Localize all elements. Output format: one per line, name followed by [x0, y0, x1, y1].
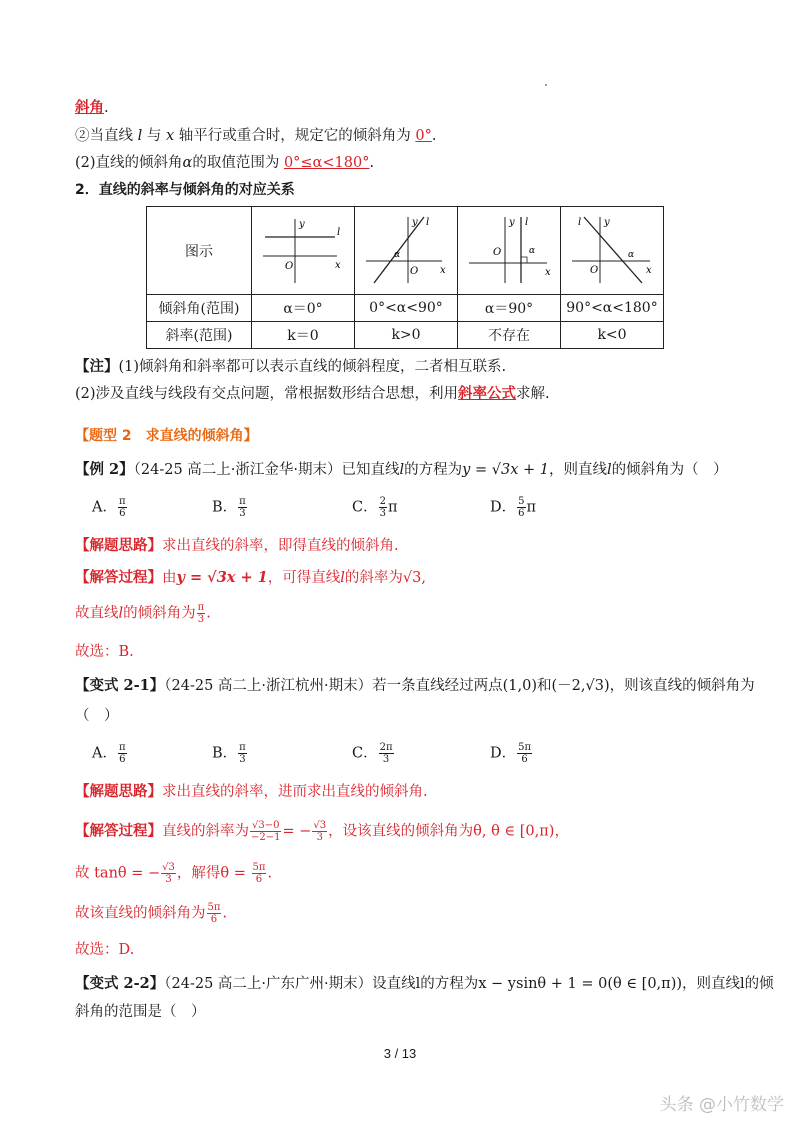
angle-cell-3: 90°<α<180°: [561, 295, 664, 322]
ex2-process: 【解答过程】由y = √3x + 1，可得直线l的斜率为√3,: [75, 569, 426, 586]
graph-cell-1: [355, 207, 458, 295]
svg-text:O: O: [285, 260, 294, 272]
slope-angle-table: [146, 206, 664, 349]
var21-paren: （ ）: [75, 708, 119, 724]
var21-conclusion: 故该直线的倾斜角为 $\frac{5\pi}{6}$ .: [75, 902, 228, 925]
slope-cell-3: k<0: [561, 322, 664, 349]
term-tilt-angle: 斜角: [75, 99, 104, 116]
svg-text:α: α: [628, 249, 635, 260]
svg-text:x: x: [335, 259, 341, 271]
page-number: 3 / 13: [383, 1046, 417, 1061]
var21-answer: 故选：D.: [75, 942, 135, 958]
speck: [545, 84, 547, 86]
type-title: 【题型 2 求直线的倾斜角】: [75, 428, 258, 444]
svg-text:α: α: [529, 245, 536, 256]
example-2-question: 【例 2】（24-25 高二上·浙江金华·期末）已知直线l的方程为y = √3x + 1，则直线l的倾斜角为（ ）: [75, 461, 728, 478]
angle-cell-2: α＝90°: [458, 295, 561, 322]
var21-option-d[interactable]: D． $\frac{5\pi}{6}$: [490, 742, 532, 765]
svg-text:y: y: [604, 216, 610, 228]
var21-idea: 【解题思路】求出直线的斜率，进而求出直线的倾斜角.: [75, 783, 428, 800]
svg-text:l: l: [525, 216, 529, 228]
slope-formula-term: 斜率公式: [458, 385, 517, 402]
var22-question: 【变式 2-2】（24-25 高二上·广东广州·期末）设直线l的方程为x − ysinθ + 1 = 0(θ ∈ [0,π))，则直线l的倾: [75, 975, 774, 992]
svg-text:x: x: [545, 266, 551, 278]
line-term: 斜角.: [75, 99, 109, 116]
svg-text:x: x: [646, 264, 652, 276]
graph-cell-2: [458, 207, 561, 295]
graph-positive-slope: [358, 211, 454, 291]
svg-text:y: y: [509, 216, 515, 228]
svg-text:l: l: [426, 216, 430, 228]
ex2-answer: 故选：B.: [75, 644, 134, 660]
graph-horizontal-line: [255, 211, 351, 291]
var21-tan-line: 故 tanθ = − $\frac{√3}{3}$ ，解得θ = $\frac{5\pi}{6}$ .: [75, 862, 273, 885]
svg-text:l: l: [337, 226, 341, 238]
note-line-2: (2)涉及直线与线段有交点问题，常根据数形结合思想，利用斜率公式求解.: [75, 385, 550, 402]
row-header-graph: 图示: [147, 207, 252, 295]
var22-question-cont: 斜角的范围是（ ）: [75, 1004, 206, 1020]
row-header-slope: 斜率(范围): [147, 322, 252, 349]
answer-range: 0°≤α<180°: [283, 155, 370, 171]
slope-cell-0: k＝0: [252, 322, 355, 349]
section-heading: 2．直线的斜率与倾斜角的对应关系: [75, 182, 295, 198]
svg-text:y: y: [412, 216, 418, 228]
graph-vertical-line: [461, 211, 557, 291]
graph-negative-slope: [564, 211, 660, 291]
svg-text:x: x: [440, 264, 446, 276]
watermark: 头条 @小竹数学: [659, 1095, 784, 1115]
svg-text:l: l: [578, 216, 582, 228]
var21-question: 【变式 2-1】（24-25 高二上·浙江杭州·期末）若一条直线经过两点(1,0)和(－2,√3)，则该直线的倾斜角为: [75, 677, 755, 694]
answer-zero-degree: 0°: [415, 128, 432, 144]
angle-cell-1: 0°<α<90°: [355, 295, 458, 322]
var21-process: 【解答过程】直线的斜率为 $\frac{√3-0}{-2-1}$ = − $\frac{√3}{3}$ ，设该直线的倾斜角为θ, θ ∈ [0,π)，: [75, 820, 569, 843]
ex2-option-a[interactable]: A． $\frac{\pi}{6}$: [92, 496, 126, 519]
ex2-conclusion: 故直线l的倾斜角为 $\frac{\pi}{3}$ .: [75, 602, 211, 625]
row-header-angle: 倾斜角(范围): [147, 295, 252, 322]
var21-option-b[interactable]: B． $\frac{\pi}{3}$: [212, 742, 246, 765]
svg-text:O: O: [410, 265, 419, 277]
svg-text:α: α: [394, 249, 401, 260]
ex2-idea: 【解题思路】求出直线的斜率，即得直线的倾斜角.: [75, 537, 399, 554]
svg-text:O: O: [493, 246, 502, 258]
var21-option-a[interactable]: A． $\frac{\pi}{6}$: [92, 742, 126, 765]
graph-cell-0: [252, 207, 355, 295]
line-angle-range: (2)直线的倾斜角α的取值范围为 0°≤α<180°.: [75, 155, 375, 171]
note-line-1: 【注】(1)倾斜角和斜率都可以表示直线的倾斜程度，二者相互联系.: [75, 358, 507, 375]
graph-cell-3: [561, 207, 664, 295]
svg-text:O: O: [590, 264, 599, 276]
svg-text:y: y: [299, 218, 305, 230]
line-rule-horizontal: ②当直线 l 与 x 轴平行或重合时，规定它的倾斜角为 0°.: [75, 128, 437, 144]
ex2-option-d[interactable]: D． $\frac{5}{6}$ π: [490, 496, 537, 519]
var21-option-c[interactable]: C． $\frac{2\pi}{3}$: [352, 742, 393, 765]
angle-cell-0: α＝0°: [252, 295, 355, 322]
ex2-option-b[interactable]: B． $\frac{\pi}{3}$: [212, 496, 246, 519]
slope-cell-2: 不存在: [458, 322, 561, 349]
ex2-option-c[interactable]: C． $\frac{2}{3}$ π: [352, 496, 398, 519]
slope-cell-1: k>0: [355, 322, 458, 349]
